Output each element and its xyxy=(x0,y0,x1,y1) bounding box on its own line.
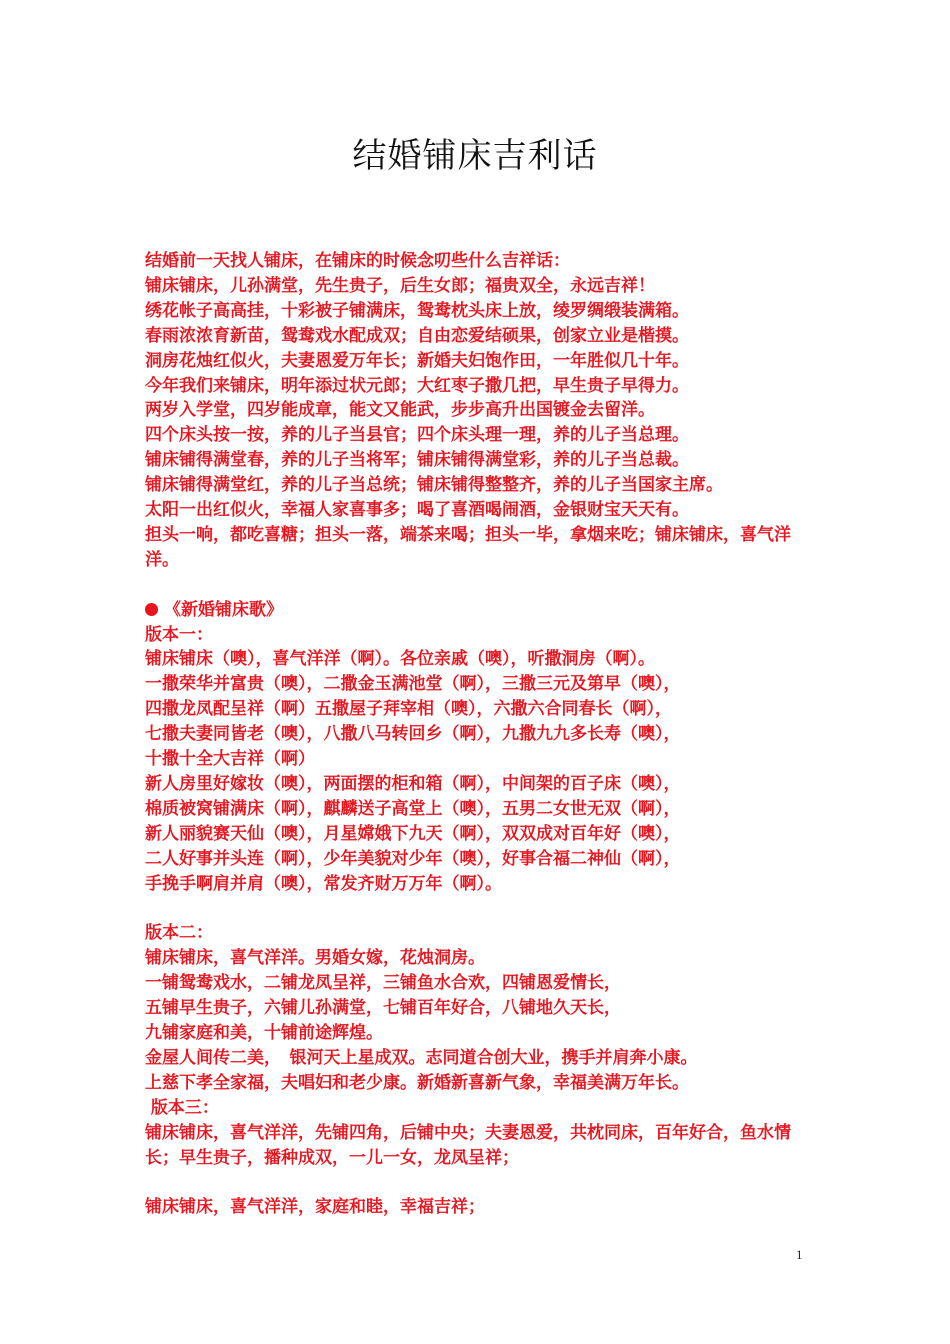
version-label: 版本一： xyxy=(145,624,213,645)
intro-line: 太阳一出红似火，幸福人家喜事多；喝了喜酒喝闹酒，金银财宝天天有。 xyxy=(145,500,689,521)
verse-line: 上慈下孝全家福，夫唱妇和老少康。新婚新喜新气象，幸福美满万年长。 xyxy=(145,1072,689,1093)
intro-line: 绣花帐子高高挂，十彩被子铺满床，鸳鸯枕头床上放，绫罗绸缎装满箱。 xyxy=(145,300,689,321)
version-two-section xyxy=(145,921,813,1095)
intro-line: 结婚前一天找人铺床，在铺床的时候念叨些什么吉祥话： xyxy=(145,251,570,271)
verse-line: 手挽手啊肩并肩（噢），常发齐财万万年（啊）。 xyxy=(145,873,502,894)
verse-line: 新人丽貌赛天仙（噢），月星嫦娥下九天（啊），双双成对百年好（噢）， xyxy=(145,823,681,844)
song-heading-text: 《新婚铺床歌》 xyxy=(164,599,283,620)
verse-line: 一撒荣华并富贵（噢），二撒金玉满池堂（啊），三撒三元及第早（噢）， xyxy=(145,674,681,695)
version-label: 版本三： xyxy=(145,1097,219,1118)
intro-line: 今年我们来铺床，明年添过状元郎；大红枣子撒几把，早生贵子早得力。 xyxy=(145,375,689,396)
spacer xyxy=(145,1171,813,1196)
verse-line: 二人好事并头连（啊），少年美貌对少年（噢），好事合福二神仙（啊）， xyxy=(145,848,681,869)
intro-line: 两岁入学堂，四岁能成章，能文又能武，步步高升出国镀金去留洋。 xyxy=(145,400,655,421)
spacer xyxy=(145,897,813,922)
verse-line: 新人房里好嫁妆（噢），两面摆的柜和箱（啊），中间架的百子床（噢）， xyxy=(145,774,681,795)
intro-line: 铺床铺床，儿孙满堂，先生贵子，后生女郎；福贵双全，永远吉祥！ xyxy=(145,275,655,296)
intro-line: 春雨浓浓育新苗，鸳鸯戏水配成双；自由恋爱结硕果，创家立业是楷摸。 xyxy=(145,325,689,346)
intro-line: 担头一响，都吃喜糖；担头一落，端茶来喝；担头一毕，拿烟来吃；铺床铺床，喜气洋洋。 xyxy=(145,524,791,570)
intro-line: 铺床铺得满堂春，养的儿子当将军；铺床铺得满堂彩，养的儿子当总裁。 xyxy=(145,450,689,471)
closing-line: 铺床铺床，喜气洋洋，家庭和睦，幸福吉祥； xyxy=(145,1197,485,1218)
document-title: 结婚铺床吉利话 xyxy=(352,136,598,176)
verse-line: 铺床铺床（噢），喜气洋洋（啊）。各位亲戚（噢），听撒洞房（啊）。 xyxy=(145,649,655,670)
verse-line: 一铺鸳鸯戏水，二铺龙凤呈祥，三铺鱼水合欢，四铺恩爱情长， xyxy=(145,973,621,994)
intro-line: 洞房花烛红似火，夫妻恩爱万年长；新婚夫妇饱作田，一年胜似几十年。 xyxy=(145,350,689,371)
verse-line: 五铺早生贵子，六铺儿孙满堂，七铺百年好合，八铺地久天长， xyxy=(145,998,621,1019)
version-label: 版本二： xyxy=(145,923,213,944)
verse-line: 七撒夫妻同皆老（噢），八撒八马转回乡（啊），九撒九九多长寿（噢）， xyxy=(145,724,681,745)
version-one-section xyxy=(145,623,813,897)
verse-line: 四撒龙凤配呈祥（啊）五撒屋子拜宰相（噢），六撒六合同春长（啊）， xyxy=(145,699,672,720)
spacer xyxy=(145,573,813,598)
intro-section xyxy=(145,249,813,573)
document-body xyxy=(145,249,813,1220)
verse-line: 铺床铺床，喜气洋洋，先铺四角，后铺中央；夫妻恩爱，共枕同床，百年好合，鱼水情长；早生贵子，播种成双，一儿一女，龙凤呈祥； xyxy=(145,1122,791,1168)
bullet-icon xyxy=(145,603,158,616)
song-heading xyxy=(145,598,813,623)
verse-line: 金屋人间传二美， 银河天上星成双。志同道合创大业，携手并肩奔小康。 xyxy=(145,1047,698,1068)
verse-line: 铺床铺床，喜气洋洋。男婚女嫁，花烛洞房。 xyxy=(145,948,485,969)
page-number: 1 xyxy=(796,1247,803,1262)
verse-line: 棉质被窝铺满床（啊），麒麟送子高堂上（噢），五男二女世无双（啊）， xyxy=(145,798,681,819)
verse-line: 九铺家庭和美，十铺前途辉煌。 xyxy=(145,1023,383,1044)
intro-line: 铺床铺得满堂红，养的儿子当总统；铺床铺得整整齐，养的儿子当国家主席。 xyxy=(145,475,723,496)
verse-line: 十撒十全大吉祥（啊） xyxy=(145,749,315,770)
intro-line: 四个床头按一按，养的儿子当县官；四个床头理一理，养的儿子当总理。 xyxy=(145,425,689,446)
version-three-section xyxy=(145,1096,813,1171)
